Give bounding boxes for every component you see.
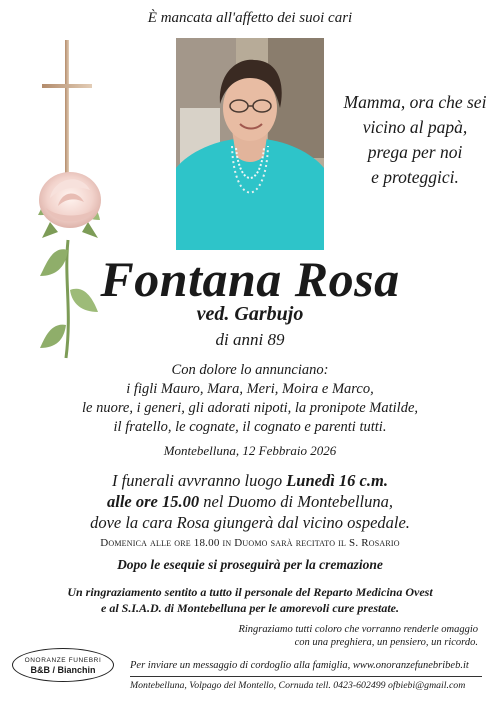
dedication-quote bbox=[330, 90, 500, 190]
deceased-name: Fontana Rosa bbox=[100, 251, 400, 307]
deceased-photo bbox=[176, 38, 324, 250]
announcement bbox=[0, 361, 500, 437]
thanks-line: e al S.I.A.D. di Montebelluna per le amorevoli cure prestate. bbox=[101, 601, 399, 615]
announcement-line: il fratello, le cognate, il cognato e parenti tutti. bbox=[113, 419, 387, 435]
thanks-line: Un ringraziamento sentito a tutto il personale del Reparto Medicina Ovest bbox=[67, 585, 433, 599]
footer-divider bbox=[130, 676, 482, 677]
footer-condolence-line: Per inviare un messaggio di cordoglio alla famiglia, www.onoranzefunebribeb.it bbox=[130, 660, 469, 671]
announcement-line: le nuore, i generi, gli adorati nipoti, la pronipote Matilde, bbox=[81, 400, 419, 416]
logo-subtitle: ONORANZE FUNEBRI bbox=[24, 657, 102, 664]
funeral-info bbox=[0, 470, 500, 533]
rosary-notice: Domenica alle ore 18.00 in Duomo sarà recitato il S. Rosario bbox=[100, 537, 400, 549]
quote-line: vicino al papà, bbox=[362, 117, 468, 137]
note-line: Ringraziamo tutti coloro che vorranno renderle omaggio bbox=[238, 624, 478, 635]
footer-contact-line: Montebelluna, Volpago del Montello, Cornuda tell. 0423-602499 ofbiebi@gmail.com bbox=[130, 680, 466, 691]
widow-of: ved. Garbujo bbox=[196, 303, 304, 325]
thanks-notice bbox=[0, 584, 500, 616]
funeral-line-3: dove la cara Rosa giungerà dal vicino ospedale. bbox=[90, 513, 410, 532]
logo-title: B&B / Bianchin bbox=[30, 665, 96, 675]
funeral-time: alle ore 15.00 bbox=[107, 492, 200, 511]
note-line: con una preghiera, un pensiero, un ricordo. bbox=[294, 637, 478, 648]
quote-line: Mamma, ora che sei bbox=[343, 92, 487, 112]
quote-line: e proteggici. bbox=[371, 167, 459, 187]
funeral-home-logo bbox=[12, 648, 114, 682]
announcement-intro: Con dolore lo annunciano: bbox=[171, 362, 329, 378]
funeral-text: I funerali avvranno luogo bbox=[112, 471, 287, 490]
funeral-day: Lunedì 16 c.m. bbox=[286, 471, 388, 490]
place-date: Montebelluna, 12 Febbraio 2026 bbox=[163, 443, 337, 458]
intro-text: È mancata all'affetto dei suoi cari bbox=[147, 10, 353, 26]
quote-line: prega per noi bbox=[367, 142, 463, 162]
funeral-line-2 bbox=[0, 491, 500, 512]
funeral-place: nel Duomo di Montebelluna, bbox=[199, 492, 393, 511]
cremation-notice: Dopo le esequie si proseguirà per la cremazione bbox=[117, 557, 383, 572]
funeral-line-1 bbox=[0, 470, 500, 491]
age: di anni 89 bbox=[215, 330, 285, 349]
remembrance-note bbox=[178, 623, 478, 649]
announcement-line: i figli Mauro, Mara, Meri, Moira e Marco, bbox=[126, 381, 374, 397]
